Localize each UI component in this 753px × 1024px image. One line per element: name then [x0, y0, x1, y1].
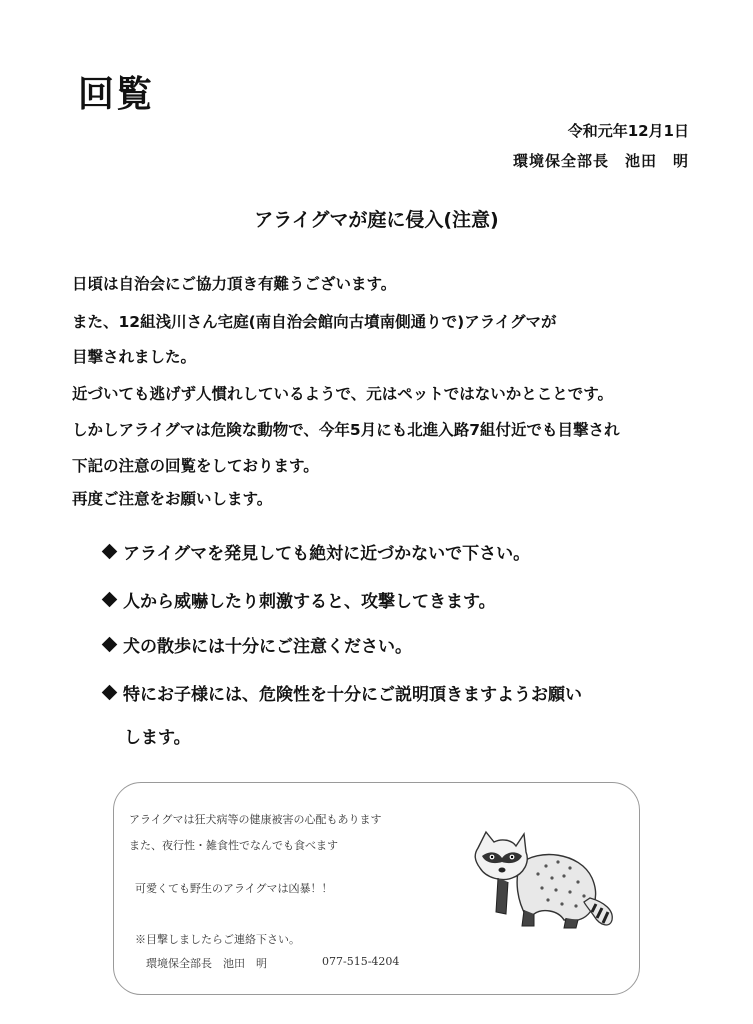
- contact-name: 環境保全部長 池田 明: [146, 957, 267, 970]
- notice-line: ※目撃しましたらご連絡下さい。: [135, 933, 300, 946]
- notice-line: また、夜行性・雑食性でなんでも食べます: [129, 839, 338, 852]
- body-line: 再度ご注意をお願いします。: [72, 490, 273, 508]
- bullet-item: [104, 632, 412, 657]
- notice-line: アライグマは狂犬病等の健康被害の心配もあります: [129, 813, 382, 826]
- notice-line: 可愛くても野生のアライグマは凶暴！！: [135, 882, 333, 895]
- bullet-text: アライグマを発見しても絶対に近づかないで下さい。: [123, 544, 531, 564]
- bullet-item: [104, 539, 530, 564]
- body-line: 目撃されました。: [72, 348, 197, 366]
- bullet-text: 犬の散歩には十分にご注意ください。: [123, 637, 412, 657]
- body-line: 日頃は自治会にご協力頂き有難うございます。: [72, 275, 397, 293]
- bullet-item: [104, 587, 496, 612]
- body-line: また、12組浅川さん宅庭(南自治会館向古墳南側通りで)アライグマが: [72, 313, 557, 331]
- diamond-bullet-icon: [102, 685, 118, 701]
- diamond-bullet-icon: [102, 637, 118, 653]
- contact-phone: 077-515-4204: [322, 955, 400, 968]
- body-line: 近づいても逃げず人慣れしているようで、元はペットではないかとことです。: [72, 385, 613, 403]
- diamond-bullet-icon: [102, 592, 118, 608]
- raccoon-illustration: [468, 826, 618, 932]
- circular-date: 令和元年12月1日: [567, 122, 689, 140]
- bullet-text: 人から威嚇したり刺激すると、攻撃してきます。: [123, 592, 496, 612]
- diamond-bullet-icon: [102, 544, 118, 560]
- page-title: 回覧: [78, 74, 155, 115]
- body-line: しかしアライグマは危険な動物で、今年5月にも北進入路7組付近でも目撃され: [72, 421, 620, 439]
- headline: アライグマが庭に侵入(注意): [254, 209, 499, 231]
- bullet-text: 特にお子様には、危険性を十分にご説明頂きますようお願い: [123, 685, 582, 705]
- bullet-continuation: します。: [124, 728, 191, 748]
- author-line: 環境保全部長 池田 明: [512, 152, 689, 170]
- bullet-item: [104, 680, 582, 705]
- body-line: 下記の注意の回覧をしております。: [72, 457, 319, 475]
